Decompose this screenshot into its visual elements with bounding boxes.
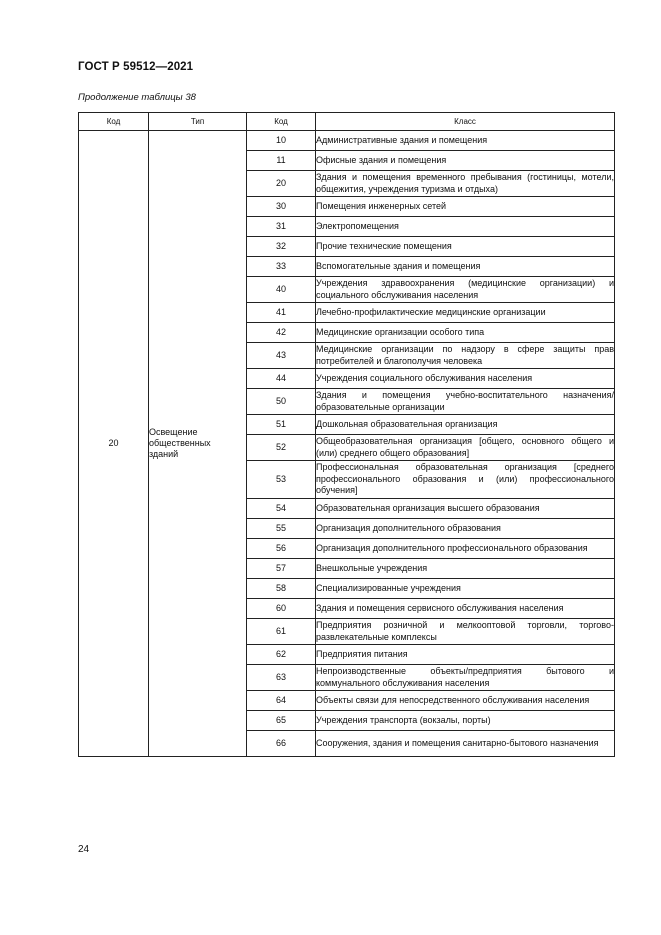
table-header-row <box>79 113 615 131</box>
class-name-cell: Вспомогательные здания и помещения <box>316 257 615 277</box>
class-code-cell: 61 <box>247 619 316 645</box>
class-name-cell: Прочие технические помещения <box>316 237 615 257</box>
group-type-line: общественных <box>149 438 211 448</box>
class-code-cell: 41 <box>247 303 316 323</box>
class-name-cell: Профессиональная образовательная организация [среднего профессионального образования и (или) профессионального обучения] <box>316 461 615 499</box>
page-number: 24 <box>78 844 90 855</box>
class-code-cell: 66 <box>247 731 316 757</box>
class-code-cell: 32 <box>247 237 316 257</box>
class-code-cell: 51 <box>247 415 316 435</box>
class-code-cell: 42 <box>247 323 316 343</box>
class-code-cell: 62 <box>247 645 316 665</box>
column-header-type: Тип <box>149 113 247 131</box>
class-name-cell: Электропомещения <box>316 217 615 237</box>
column-header-class: Класс <box>316 113 615 131</box>
group-type-cell <box>149 131 247 757</box>
classification-table <box>78 112 615 757</box>
class-code-cell: 50 <box>247 389 316 415</box>
class-name-cell: Предприятия питания <box>316 645 615 665</box>
class-name-cell: Медицинские организации по надзору в сфере защиты прав потребителей и благополучия человека <box>316 343 615 369</box>
class-code-cell: 56 <box>247 539 316 559</box>
class-code-cell: 11 <box>247 151 316 171</box>
class-name-cell: Образовательная организация высшего образования <box>316 499 615 519</box>
class-name-cell: Организация дополнительного профессионального образования <box>316 539 615 559</box>
group-type-line: зданий <box>149 449 179 459</box>
class-name-cell: Учреждения транспорта (вокзалы, порты) <box>316 711 615 731</box>
class-name-cell: Учреждения здравоохранения (медицинские организации) и социального обслуживания населения <box>316 277 615 303</box>
class-name-cell: Непроизводственные объекты/предприятия бытового и коммунального обслуживания населения <box>316 665 615 691</box>
class-code-cell: 44 <box>247 369 316 389</box>
class-name-cell: Общеобразовательная организация [общего, основного общего и (или) среднего общего образования] <box>316 435 615 461</box>
class-name-cell: Дошкольная образовательная организация <box>316 415 615 435</box>
column-header-class-code: Код <box>247 113 316 131</box>
class-code-cell: 58 <box>247 579 316 599</box>
class-code-cell: 57 <box>247 559 316 579</box>
group-code-cell: 20 <box>79 131 149 757</box>
class-code-cell: 54 <box>247 499 316 519</box>
class-name-cell: Сооружения, здания и помещения санитарно-бытового назначения <box>316 731 615 757</box>
class-code-cell: 20 <box>247 171 316 197</box>
table-row <box>79 131 615 151</box>
class-name-cell: Объекты связи для непосредственного обслуживания населения <box>316 691 615 711</box>
class-code-cell: 60 <box>247 599 316 619</box>
table-caption: Продолжение таблицы 38 <box>78 92 196 103</box>
class-name-cell: Медицинские организации особого типа <box>316 323 615 343</box>
column-header-group-code: Код <box>79 113 149 131</box>
class-code-cell: 10 <box>247 131 316 151</box>
class-code-cell: 30 <box>247 197 316 217</box>
class-name-cell: Учреждения социального обслуживания населения <box>316 369 615 389</box>
class-code-cell: 31 <box>247 217 316 237</box>
class-name-cell: Офисные здания и помещения <box>316 151 615 171</box>
class-code-cell: 53 <box>247 461 316 499</box>
group-type-line: Освещение <box>149 427 198 437</box>
class-code-cell: 43 <box>247 343 316 369</box>
class-name-cell: Специализированные учреждения <box>316 579 615 599</box>
class-code-cell: 63 <box>247 665 316 691</box>
class-name-cell: Здания и помещения сервисного обслуживания населения <box>316 599 615 619</box>
class-name-cell: Организация дополнительного образования <box>316 519 615 539</box>
class-name-cell: Помещения инженерных сетей <box>316 197 615 217</box>
class-name-cell: Административные здания и помещения <box>316 131 615 151</box>
class-code-cell: 52 <box>247 435 316 461</box>
class-name-cell: Здания и помещения временного пребывания (гостиницы, мотели, общежития, учреждения туризма и отдыха) <box>316 171 615 197</box>
class-name-cell: Предприятия розничной и мелкооптовой торговли, торгово-развлекательные комплексы <box>316 619 615 645</box>
class-name-cell: Внешкольные учреждения <box>316 559 615 579</box>
class-name-cell: Здания и помещения учебно-воспитательного назначения/ образовательные организации <box>316 389 615 415</box>
class-name-cell: Лечебно-профилактические медицинские организации <box>316 303 615 323</box>
class-code-cell: 65 <box>247 711 316 731</box>
class-code-cell: 64 <box>247 691 316 711</box>
class-code-cell: 40 <box>247 277 316 303</box>
document-header: ГОСТ Р 59512—2021 <box>78 61 194 73</box>
class-code-cell: 33 <box>247 257 316 277</box>
class-code-cell: 55 <box>247 519 316 539</box>
